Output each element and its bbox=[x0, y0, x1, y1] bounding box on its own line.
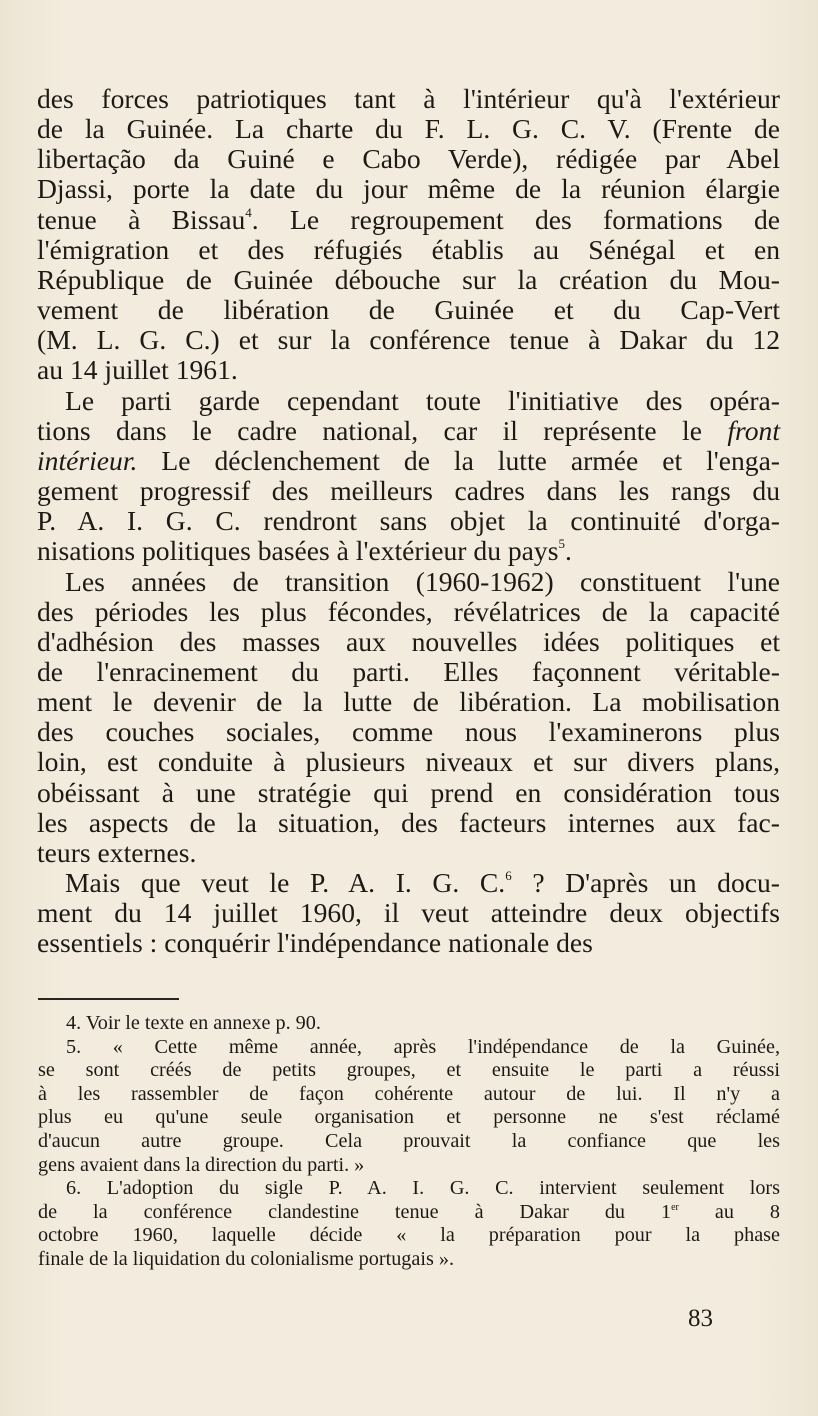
footnote-line: d'aucun autre groupe. Cela prouvait la confiance que les bbox=[38, 1129, 780, 1152]
footnote-reference: er bbox=[671, 1201, 679, 1213]
text-line: vement de libération de Guinée et du Cap-Vert bbox=[37, 294, 780, 326]
text-line: Mais que veut le P. A. I. G. C.$^6$ ? D'après un docu- bbox=[65, 867, 780, 899]
footnote-line: finale de la liquidation du colonialisme portugais ». bbox=[38, 1247, 454, 1270]
text-line: (M. L. G. C.) et sur la conférence tenue à Dakar du 12 bbox=[37, 324, 780, 356]
emphasis: intérieur. bbox=[37, 444, 138, 476]
text-line: l'émigration et des réfugiés établis au Sénégal et en bbox=[37, 233, 780, 265]
footnote-line: 5. « Cette même année, après l'indépendance de la Guinée, bbox=[66, 1035, 780, 1058]
body-text bbox=[37, 84, 780, 959]
footnote-line: 4. Voir le texte en annexe p. 90. bbox=[66, 1012, 321, 1034]
text-line: tenue à Bissau$^4$. Le regroupement des formations de bbox=[37, 203, 780, 235]
footnote-fn4 bbox=[38, 1012, 780, 1036]
text-line: Les années de transition (1960-1962) constituent l'une bbox=[65, 565, 780, 597]
footnote-line: à les rassembler de façon cohérente autour de lui. Il n'y a bbox=[38, 1082, 780, 1105]
footnote-line: gens avaient dans la direction du parti. » bbox=[38, 1153, 365, 1176]
text-line: Le parti garde cependant toute l'initiative des opéra- bbox=[65, 384, 780, 416]
footnotes bbox=[38, 1012, 780, 1272]
emphasis: front bbox=[727, 414, 780, 446]
text-line: d'adhésion des masses aux nouvelles idées politiques et bbox=[37, 625, 780, 657]
paragraph-p4 bbox=[37, 868, 780, 958]
text-line: libertação da Guiné e Cabo Verde), rédigée par Abel bbox=[37, 143, 780, 175]
text-line: intérieur. Le déclenchement de la lutte armée et l'enga- bbox=[37, 444, 780, 476]
text-line: loin, est conduite à plusieurs niveaux et sur divers plans, bbox=[37, 746, 780, 778]
footnote-line: 6. L'adoption du sigle P. A. I. G. C. intervient seulement lors bbox=[66, 1177, 780, 1200]
text-line: ment le devenir de la lutte de libération. La mobilisation bbox=[37, 686, 780, 718]
text-line: de l'enracinement du parti. Elles façonnent véritable- bbox=[37, 655, 780, 687]
text-line: les aspects de la situation, des facteurs internes aux fac- bbox=[37, 806, 780, 838]
paragraph-p1 bbox=[37, 84, 780, 386]
footnote-line: plus eu qu'une seule organisation et personne ne s'est réclamé bbox=[38, 1106, 780, 1129]
text-line: ment du 14 juillet 1960, il veut atteindre deux objectifs bbox=[37, 897, 780, 929]
footnote-line: se sont créés de petits groupes, et ensuite le parti a réussi bbox=[38, 1059, 780, 1082]
paragraph-p3 bbox=[37, 567, 780, 869]
text-line: nisations politiques basées à l'extérieur du pays$^5$. bbox=[37, 535, 572, 567]
paragraph-p2 bbox=[37, 386, 780, 567]
footnote-fn5 bbox=[38, 1036, 780, 1178]
text-line: Djassi, porte la date du jour même de la réunion élargie bbox=[37, 173, 780, 205]
text-line: des périodes les plus fécondes, révélatrices de la capacité bbox=[37, 595, 780, 627]
text-line: essentiels : conquérir l'indépendance nationale des bbox=[37, 927, 593, 959]
text-line: des forces patriotiques tant à l'intérieur qu'à l'extérieur bbox=[37, 83, 780, 114]
text-line: obéissant à une stratégie qui prend en considération tous bbox=[37, 776, 780, 808]
footnote-fn6 bbox=[38, 1177, 780, 1271]
footnote-reference: 6 bbox=[505, 868, 512, 884]
text-line: au 14 juillet 1961. bbox=[37, 354, 238, 386]
footnote-reference: 5 bbox=[558, 536, 565, 552]
text-line: gement progressif des meilleurs cadres dans les rangs du bbox=[37, 475, 780, 507]
footnote-line: octobre 1960, laquelle décide « la préparation pour la phase bbox=[38, 1224, 780, 1247]
footnote-reference: 4 bbox=[245, 204, 252, 220]
text-line: République de Guinée débouche sur la création du Mou- bbox=[37, 263, 780, 295]
text-line: P. A. I. G. C. rendront sans objet la continuité d'orga- bbox=[37, 505, 780, 537]
page-number: 83 bbox=[688, 1305, 713, 1332]
text-line: des couches sociales, comme nous l'examinerons plus bbox=[37, 716, 780, 748]
text-line: de la Guinée. La charte du F. L. G. C. V. (Frente de bbox=[37, 113, 780, 145]
footnote-line: de la conférence clandestine tenue à Dakar du 1er au 8 bbox=[38, 1200, 780, 1223]
text-line: teurs externes. bbox=[37, 836, 197, 868]
text-line: tions dans le cadre national, car il représente le front bbox=[37, 414, 780, 446]
footnote-separator bbox=[38, 998, 179, 1000]
